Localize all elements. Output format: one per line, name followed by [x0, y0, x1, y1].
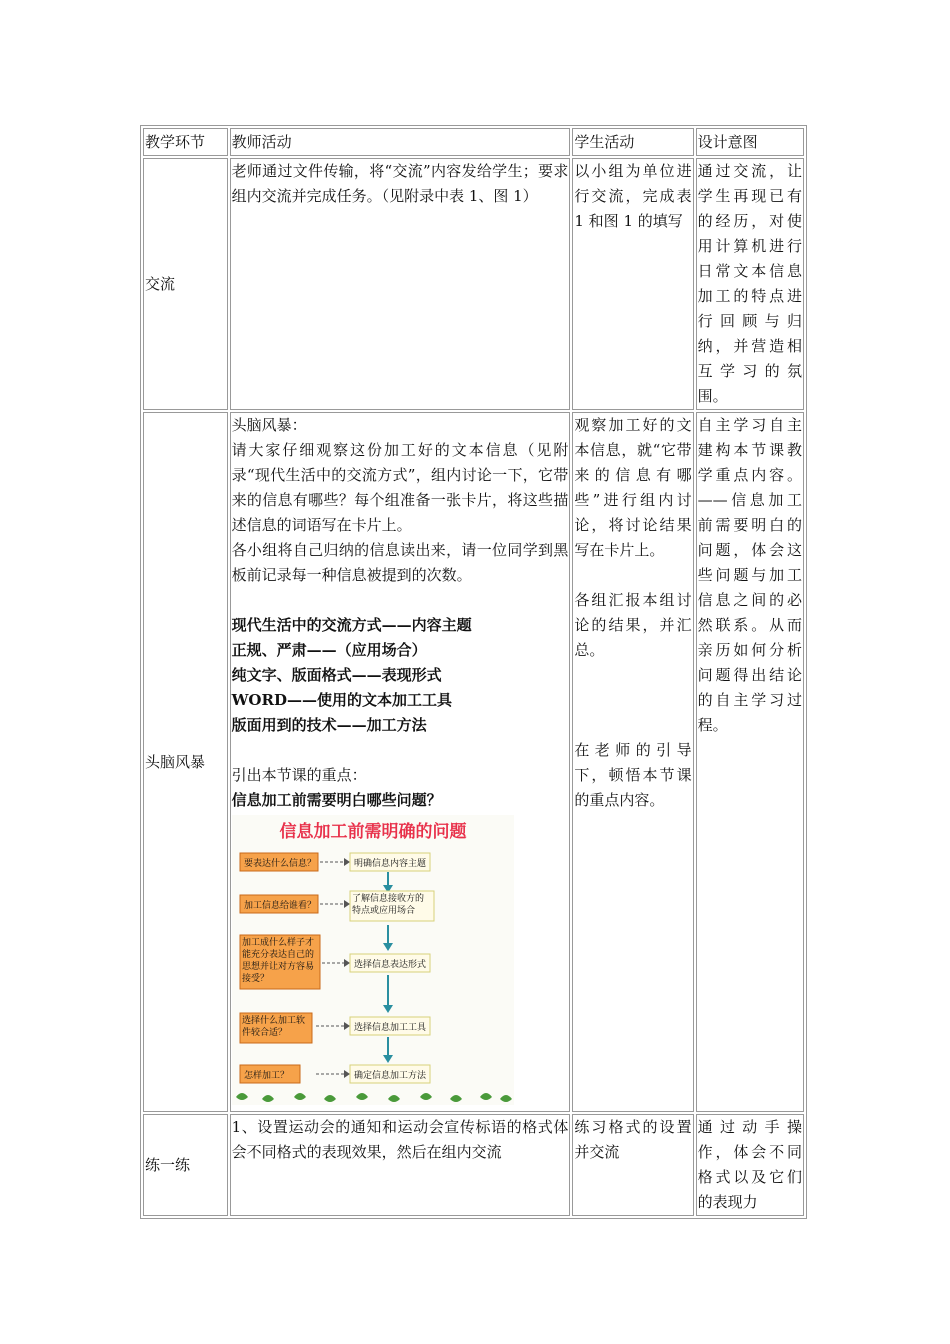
bold-line: 纯文字、版面格式——表现形式 — [231, 666, 442, 684]
teacher-cell: 老师通过文件传输，将“交流”内容发给学生；要求组内交流并完成任务。（见附录中表 1、图 1） — [230, 158, 571, 410]
lead-text: 引出本节课的重点： — [231, 766, 367, 784]
teacher-paragraph: 各小组将自己归纳的信息读出来，请一位同学到黑板前记录每一种信息被提到的次数。 — [231, 541, 569, 584]
intent-cell: 通过交流，让学生再现已有的经历，对使用计算机进行日常文本信息加工的特点进行回顾与归纳，并营造相互学习的氛围。 — [696, 158, 804, 410]
stage-cell: 交流 — [143, 158, 228, 410]
table-header-row — [143, 128, 804, 156]
header-student: 学生活动 — [572, 128, 693, 156]
question-text: 要表达什么信息？ — [243, 859, 316, 869]
brainstorm-heading: 头脑风暴： — [231, 416, 307, 434]
flow-diagram — [232, 815, 514, 1105]
bold-line: 现代生活中的交流方式——内容主题 — [231, 616, 472, 634]
intent-cell: 通过动手操作，体会不同格式以及它们的表现力 — [696, 1114, 804, 1216]
bold-line: WORD——使用的文本加工工具 — [231, 691, 452, 709]
student-paragraph: 在老师的引导下，顿悟本节课的重点内容。 — [574, 741, 692, 809]
table-row — [143, 158, 804, 410]
student-cell: 练习格式的设置并交流 — [572, 1114, 693, 1216]
table-row — [143, 1114, 804, 1216]
diagram-title: 信息加工前需明确的问题 — [279, 822, 467, 842]
bold-line: 正规、严肃——（应用场合） — [231, 641, 427, 659]
question-text: 加工成什么样子才能充分表达自己的思想并让对方容易接受？ — [241, 938, 314, 984]
student-cell — [572, 412, 693, 1112]
answer-text: 选择信息加工工具 — [353, 1023, 426, 1033]
question-text: 选择什么加工软件较合适？ — [241, 1016, 305, 1038]
student-cell: 以小组为单位进行交流，完成表 1 和图 1 的填写 — [572, 158, 693, 410]
question-text: 怎样加工？ — [243, 1071, 289, 1081]
answer-text: 选择信息表达形式 — [353, 960, 426, 970]
header-intent: 设计意图 — [696, 128, 804, 156]
answer-wrap — [352, 893, 432, 921]
answer-text: 确定信息加工方法 — [353, 1071, 426, 1081]
bold-line: 版面用到的技术——加工方法 — [231, 716, 427, 734]
student-paragraph: 各组汇报本组讨论的结果，并汇总。 — [574, 591, 692, 659]
student-paragraph: 观察加工好的文本信息，就“它带来的信息有哪些”进行组内讨论，将讨论结果写在卡片上。 — [574, 416, 692, 559]
key-question: 信息加工前需要明白哪些问题？ — [231, 791, 442, 809]
lesson-plan-table — [140, 125, 807, 1219]
answer-text: 明确信息内容主题 — [353, 859, 426, 869]
teacher-paragraph: 请大家仔细观察这份加工好的文本信息（见附录“现代生活中的交流方式”，组内讨论一下，它带来的信息有哪些？每个组准备一张卡片，将这些描述信息的词语写在卡片上。 — [231, 441, 569, 534]
intent-cell: 自主学习自主建构本节课教学重点内容。——信息加工前需要明白的问题，体会这些问题与加工信息之间的必然联系。从而亲历如何分析问题得出结论的自主学习过程。 — [696, 412, 804, 1112]
question-wrap — [242, 937, 318, 989]
answer-text: 了解信息接收方的特点或应用场合 — [351, 894, 424, 916]
header-teacher: 教师活动 — [230, 128, 571, 156]
header-stage: 教学环节 — [143, 128, 228, 156]
table-row — [143, 412, 804, 1112]
teacher-cell — [230, 412, 571, 1112]
question-text: 加工信息给谁看？ — [243, 901, 316, 911]
stage-cell: 头脑风暴 — [143, 412, 228, 1112]
stage-cell: 练一练 — [143, 1114, 228, 1216]
question-wrap — [242, 1015, 310, 1043]
teacher-cell: 1、设置运动会的通知和运动会宣传标语的格式体会不同格式的表现效果，然后在组内交流 — [230, 1114, 571, 1216]
